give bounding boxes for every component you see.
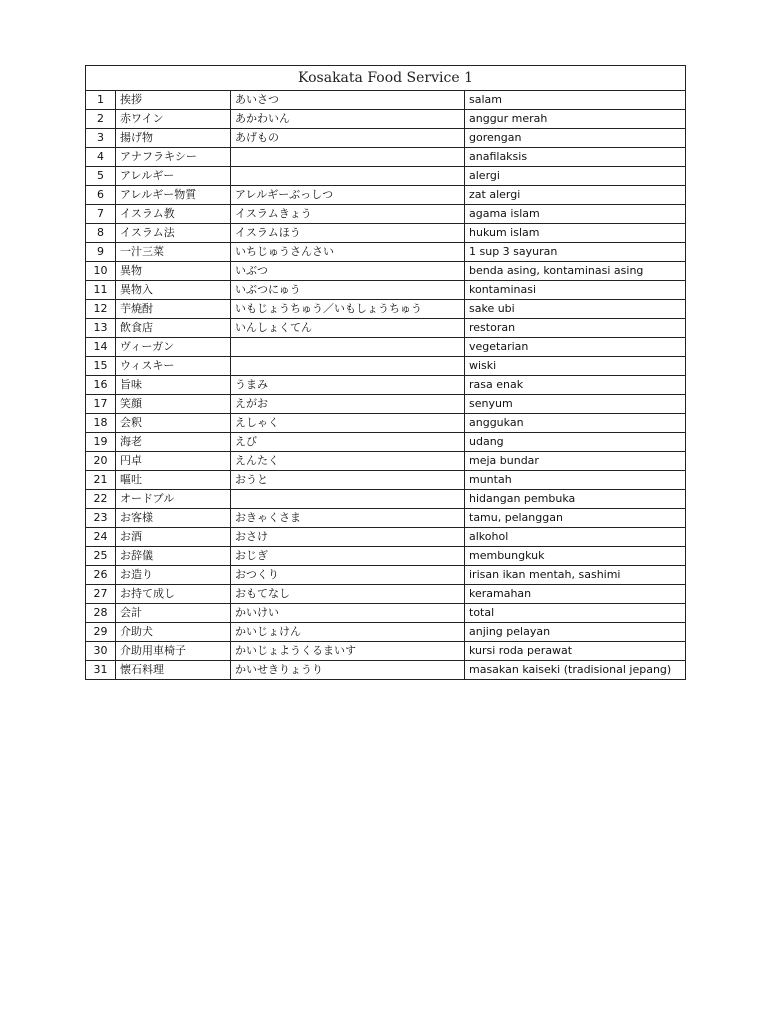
kana-reading: アレルギーぶっしつ (231, 186, 465, 205)
table-row (86, 129, 686, 148)
row-number: 22 (86, 490, 116, 509)
row-number: 4 (86, 148, 116, 167)
indonesian-meaning: restoran (465, 319, 686, 338)
row-number: 9 (86, 243, 116, 262)
indonesian-meaning: hukum islam (465, 224, 686, 243)
kana-reading: あいさつ (231, 91, 465, 110)
table-row (86, 471, 686, 490)
row-number: 24 (86, 528, 116, 547)
kana-reading (231, 338, 465, 357)
row-number: 10 (86, 262, 116, 281)
indonesian-meaning: senyum (465, 395, 686, 414)
table-row (86, 642, 686, 661)
row-number: 20 (86, 452, 116, 471)
row-number: 30 (86, 642, 116, 661)
row-number: 3 (86, 129, 116, 148)
row-number: 26 (86, 566, 116, 585)
row-number: 23 (86, 509, 116, 528)
table-row (86, 547, 686, 566)
table-row (86, 205, 686, 224)
indonesian-meaning: alergi (465, 167, 686, 186)
kana-reading (231, 167, 465, 186)
kana-reading (231, 490, 465, 509)
indonesian-meaning: sake ubi (465, 300, 686, 319)
kana-reading: いぶつにゅう (231, 281, 465, 300)
indonesian-meaning: rasa enak (465, 376, 686, 395)
row-number: 29 (86, 623, 116, 642)
indonesian-meaning: agama islam (465, 205, 686, 224)
table-row (86, 414, 686, 433)
kana-reading: かいじょけん (231, 623, 465, 642)
row-number: 7 (86, 205, 116, 224)
table-row (86, 243, 686, 262)
page-title: Kosakata Food Service 1 (86, 66, 686, 91)
kanji-term: ウィスキー (116, 357, 231, 376)
vocabulary-table (85, 65, 686, 680)
indonesian-meaning: kursi roda perawat (465, 642, 686, 661)
kanji-term: お造り (116, 566, 231, 585)
table-row (86, 281, 686, 300)
kanji-term: アレルギー物質 (116, 186, 231, 205)
table-row (86, 110, 686, 129)
kana-reading: おじぎ (231, 547, 465, 566)
kanji-term: 異物入 (116, 281, 231, 300)
table-row (86, 224, 686, 243)
indonesian-meaning: vegetarian (465, 338, 686, 357)
indonesian-meaning: meja bundar (465, 452, 686, 471)
row-number: 11 (86, 281, 116, 300)
row-number: 16 (86, 376, 116, 395)
indonesian-meaning: benda asing, kontaminasi asing (465, 262, 686, 281)
kanji-term: イスラム法 (116, 224, 231, 243)
row-number: 13 (86, 319, 116, 338)
kanji-term: オードブル (116, 490, 231, 509)
kanji-term: 異物 (116, 262, 231, 281)
kanji-term: 介助用車椅子 (116, 642, 231, 661)
kana-reading: いちじゅうさんさい (231, 243, 465, 262)
kana-reading: イスラムほう (231, 224, 465, 243)
indonesian-meaning: keramahan (465, 585, 686, 604)
table-row (86, 338, 686, 357)
row-number: 27 (86, 585, 116, 604)
kana-reading: かいけい (231, 604, 465, 623)
table-row (86, 300, 686, 319)
kanji-term: お客様 (116, 509, 231, 528)
row-number: 1 (86, 91, 116, 110)
indonesian-meaning: muntah (465, 471, 686, 490)
kana-reading: いぶつ (231, 262, 465, 281)
indonesian-meaning: masakan kaiseki (tradisional jepang) (465, 661, 686, 680)
kanji-term: 懐石料理 (116, 661, 231, 680)
kanji-term: 揚げ物 (116, 129, 231, 148)
kanji-term: お持て成し (116, 585, 231, 604)
kana-reading: あげもの (231, 129, 465, 148)
kanji-term: 会計 (116, 604, 231, 623)
kana-reading: えがお (231, 395, 465, 414)
row-number: 14 (86, 338, 116, 357)
kanji-term: アナフラキシー (116, 148, 231, 167)
kana-reading: おさけ (231, 528, 465, 547)
kanji-term: ヴィーガン (116, 338, 231, 357)
table-row (86, 623, 686, 642)
table-row (86, 376, 686, 395)
kana-reading: おきゃくさま (231, 509, 465, 528)
indonesian-meaning: kontaminasi (465, 281, 686, 300)
title-row (86, 66, 686, 91)
indonesian-meaning: anggukan (465, 414, 686, 433)
kanji-term: 一汁三菜 (116, 243, 231, 262)
indonesian-meaning: udang (465, 433, 686, 452)
kanji-term: 介助犬 (116, 623, 231, 642)
indonesian-meaning: anggur merah (465, 110, 686, 129)
kanji-term: アレルギー (116, 167, 231, 186)
table-row (86, 262, 686, 281)
kanji-term: 笑顔 (116, 395, 231, 414)
table-row (86, 452, 686, 471)
table-row (86, 509, 686, 528)
kanji-term: 会釈 (116, 414, 231, 433)
kana-reading: いんしょくてん (231, 319, 465, 338)
indonesian-meaning: wiski (465, 357, 686, 376)
kanji-term: イスラム教 (116, 205, 231, 224)
table-row (86, 91, 686, 110)
kanji-term: 挨拶 (116, 91, 231, 110)
indonesian-meaning: 1 sup 3 sayuran (465, 243, 686, 262)
kanji-term: 旨味 (116, 376, 231, 395)
row-number: 8 (86, 224, 116, 243)
row-number: 31 (86, 661, 116, 680)
row-number: 6 (86, 186, 116, 205)
row-number: 28 (86, 604, 116, 623)
table-row (86, 186, 686, 205)
table-row (86, 528, 686, 547)
kana-reading: かいせきりょうり (231, 661, 465, 680)
indonesian-meaning: anjing pelayan (465, 623, 686, 642)
kanji-term: 嘔吐 (116, 471, 231, 490)
row-number: 25 (86, 547, 116, 566)
row-number: 2 (86, 110, 116, 129)
row-number: 17 (86, 395, 116, 414)
table-row (86, 395, 686, 414)
table-row (86, 433, 686, 452)
table-row (86, 148, 686, 167)
indonesian-meaning: hidangan pembuka (465, 490, 686, 509)
indonesian-meaning: alkohol (465, 528, 686, 547)
row-number: 12 (86, 300, 116, 319)
table-row (86, 566, 686, 585)
indonesian-meaning: irisan ikan mentah, sashimi (465, 566, 686, 585)
kana-reading: おつくり (231, 566, 465, 585)
kana-reading (231, 148, 465, 167)
table-row (86, 490, 686, 509)
row-number: 19 (86, 433, 116, 452)
vocabulary-sheet (85, 65, 685, 680)
table-row (86, 661, 686, 680)
row-number: 18 (86, 414, 116, 433)
kanji-term: お辞儀 (116, 547, 231, 566)
kana-reading: えしゃく (231, 414, 465, 433)
table-row (86, 604, 686, 623)
row-number: 5 (86, 167, 116, 186)
table-row (86, 585, 686, 604)
kana-reading: おうと (231, 471, 465, 490)
kanji-term: 芋焼酎 (116, 300, 231, 319)
indonesian-meaning: anafilaksis (465, 148, 686, 167)
indonesian-meaning: gorengan (465, 129, 686, 148)
indonesian-meaning: membungkuk (465, 547, 686, 566)
kanji-term: お酒 (116, 528, 231, 547)
kana-reading: えび (231, 433, 465, 452)
indonesian-meaning: zat alergi (465, 186, 686, 205)
table-row (86, 167, 686, 186)
indonesian-meaning: salam (465, 91, 686, 110)
table-row (86, 357, 686, 376)
kanji-term: 海老 (116, 433, 231, 452)
indonesian-meaning: total (465, 604, 686, 623)
kana-reading: あかわいん (231, 110, 465, 129)
kana-reading: かいじょようくるまいす (231, 642, 465, 661)
row-number: 21 (86, 471, 116, 490)
table-row (86, 319, 686, 338)
kana-reading: えんたく (231, 452, 465, 471)
kana-reading: いもじょうちゅう／いもしょうちゅう (231, 300, 465, 319)
indonesian-meaning: tamu, pelanggan (465, 509, 686, 528)
kanji-term: 飲食店 (116, 319, 231, 338)
kana-reading: うまみ (231, 376, 465, 395)
kanji-term: 円卓 (116, 452, 231, 471)
kana-reading: イスラムきょう (231, 205, 465, 224)
row-number: 15 (86, 357, 116, 376)
kana-reading: おもてなし (231, 585, 465, 604)
kana-reading (231, 357, 465, 376)
kanji-term: 赤ワイン (116, 110, 231, 129)
